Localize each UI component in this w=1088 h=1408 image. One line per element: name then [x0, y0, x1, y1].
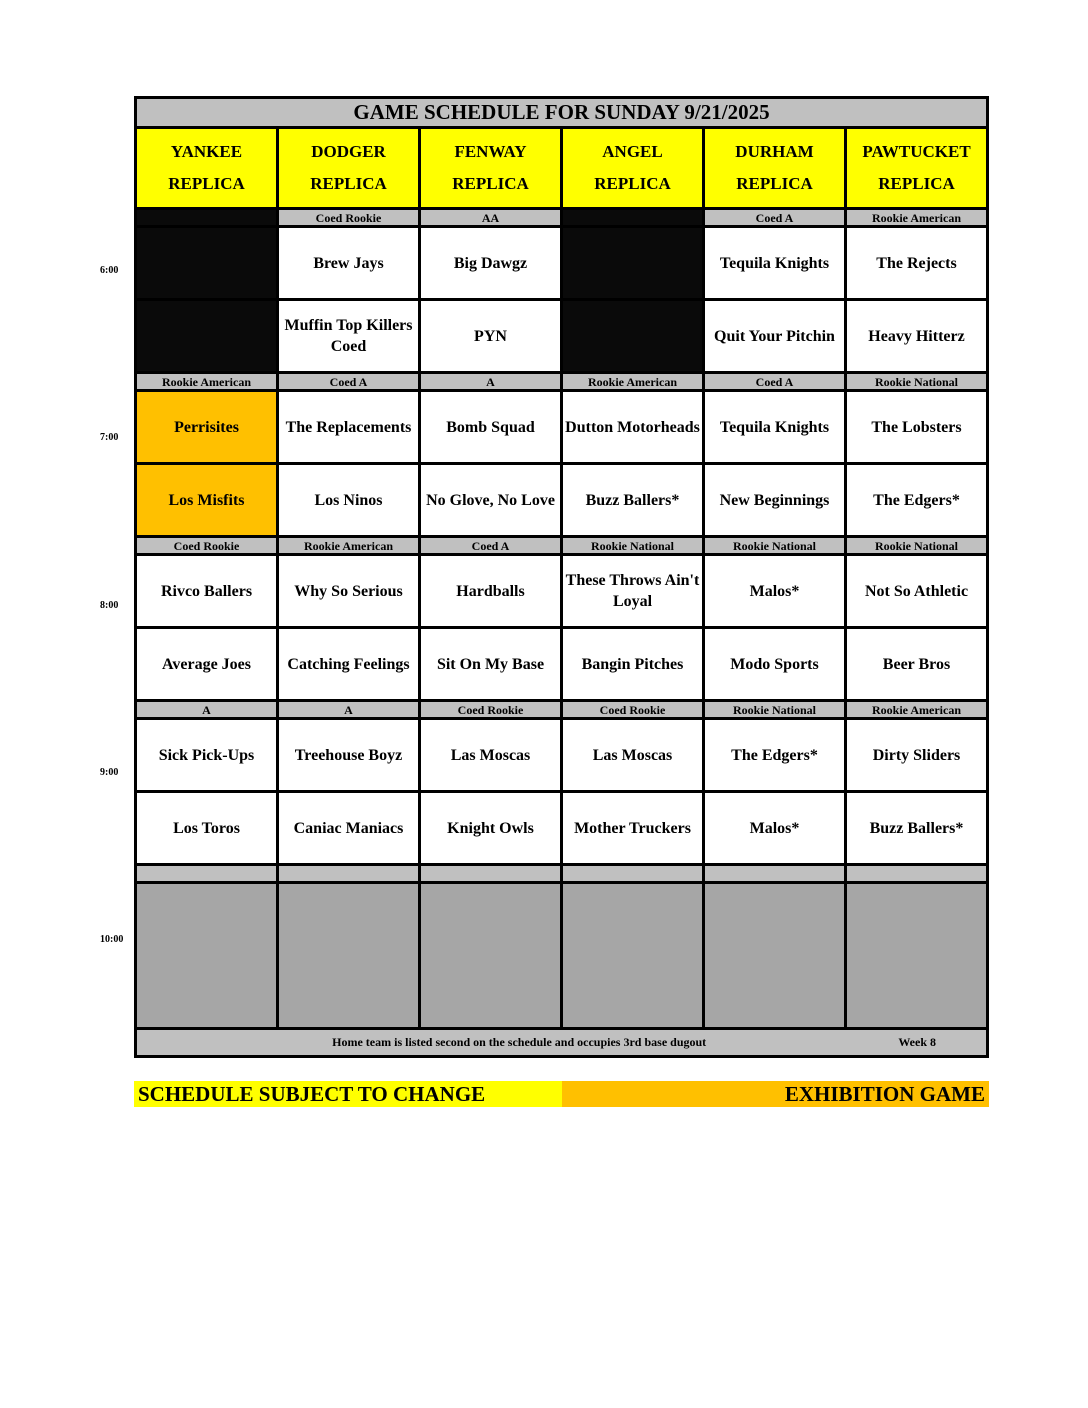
division-row [136, 701, 988, 719]
time-label-6pm: 6:00 [100, 265, 119, 276]
division-label: Coed Rookie [278, 209, 420, 227]
field-type: REPLICA [594, 174, 671, 193]
division-label: Rookie National [562, 537, 704, 555]
home-team-cell: Sit On My Base [420, 628, 562, 701]
away-team-cell [562, 227, 704, 300]
field-header-fenway [420, 128, 562, 209]
open-slot-cell [704, 883, 846, 1029]
away-team-row [136, 719, 988, 792]
home-team-cell: Knight Owls [420, 792, 562, 865]
division-label: AA [420, 209, 562, 227]
division-row-empty [136, 865, 988, 883]
away-team-cell: Las Moscas [562, 719, 704, 792]
footer-cell [136, 1029, 988, 1057]
division-label: Coed Rookie [420, 701, 562, 719]
division-label: Rookie National [704, 701, 846, 719]
division-label: Coed Rookie [562, 701, 704, 719]
home-team-cell [136, 300, 278, 373]
home-team-cell: No Glove, No Love [420, 464, 562, 537]
field-name: DODGER [311, 142, 386, 161]
time-label-10pm: 10:00 [100, 934, 124, 945]
away-team-cell: Dirty Sliders [846, 719, 988, 792]
field-type: REPLICA [878, 174, 955, 193]
away-team-cell: Sick Pick-Ups [136, 719, 278, 792]
away-team-cell: Las Moscas [420, 719, 562, 792]
division-label: Rookie National [846, 373, 988, 391]
away-team-cell: The Replacements [278, 391, 420, 464]
home-team-cell: Buzz Ballers* [846, 792, 988, 865]
home-team-cell: Malos* [704, 792, 846, 865]
home-team-cell: Heavy Hitterz [846, 300, 988, 373]
division-label: Rookie American [846, 701, 988, 719]
exhibition-game-legend: EXHIBITION GAME [562, 1081, 990, 1107]
away-team-cell: Treehouse Boyz [278, 719, 420, 792]
week-label: Week 8 [898, 1035, 936, 1049]
open-slot-cell [562, 883, 704, 1029]
field-type: REPLICA [310, 174, 387, 193]
home-team-cell: Caniac Maniacs [278, 792, 420, 865]
away-team-cell: Hardballs [420, 555, 562, 628]
away-team-cell: Not So Athletic [846, 555, 988, 628]
home-team-note: Home team is listed second on the schedule and occupies 3rd base dugout [332, 1035, 707, 1049]
field-type: REPLICA [452, 174, 529, 193]
away-team-cell: Brew Jays [278, 227, 420, 300]
time-label-8pm: 8:00 [100, 600, 119, 611]
division-label-empty [278, 865, 420, 883]
away-team-cell: Perrisites [136, 391, 278, 464]
schedule-grid [134, 96, 989, 1058]
division-label: Rookie American [562, 373, 704, 391]
home-team-cell: Catching Feelings [278, 628, 420, 701]
division-label-empty [562, 865, 704, 883]
division-label: Rookie American [278, 537, 420, 555]
home-team-cell: Modo Sports [704, 628, 846, 701]
field-type: REPLICA [736, 174, 813, 193]
away-team-cell: Bomb Squad [420, 391, 562, 464]
away-team-cell: The Edgers* [704, 719, 846, 792]
home-team-row [136, 792, 988, 865]
division-row [136, 537, 988, 555]
home-team-cell: Los Toros [136, 792, 278, 865]
field-header-yankee [136, 128, 278, 209]
field-type: REPLICA [168, 174, 245, 193]
field-header-angel [562, 128, 704, 209]
open-slot-cell [846, 883, 988, 1029]
home-team-cell: PYN [420, 300, 562, 373]
field-name: YANKEE [170, 142, 243, 161]
home-team-cell: Los Misfits [136, 464, 278, 537]
division-label-empty [704, 865, 846, 883]
away-team-cell: Tequila Knights [704, 391, 846, 464]
home-team-row [136, 464, 988, 537]
away-team-cell: Tequila Knights [704, 227, 846, 300]
open-slot-row [136, 883, 988, 1029]
away-team-cell: Why So Serious [278, 555, 420, 628]
away-team-cell: Rivco Ballers [136, 555, 278, 628]
home-team-cell: Buzz Ballers* [562, 464, 704, 537]
home-team-cell: New Beginnings [704, 464, 846, 537]
title-row [136, 98, 988, 128]
open-slot-cell [420, 883, 562, 1029]
home-team-cell [562, 300, 704, 373]
away-team-row [136, 555, 988, 628]
footer-row [136, 1029, 988, 1057]
division-label: Rookie National [704, 537, 846, 555]
open-slot-cell [136, 883, 278, 1029]
division-label [136, 209, 278, 227]
division-label: Coed A [278, 373, 420, 391]
schedule-sheet [134, 96, 989, 1058]
legend-bar [134, 1081, 989, 1107]
away-team-row [136, 391, 988, 464]
away-team-cell: Malos* [704, 555, 846, 628]
field-name: ANGEL [602, 142, 663, 161]
division-label: Coed Rookie [136, 537, 278, 555]
division-label: A [420, 373, 562, 391]
home-team-cell: Quit Your Pitchin [704, 300, 846, 373]
field-name: PAWTUCKET [862, 142, 971, 161]
division-label-empty [846, 865, 988, 883]
home-team-cell: The Edgers* [846, 464, 988, 537]
division-label-empty [136, 865, 278, 883]
open-slot-cell [278, 883, 420, 1029]
field-header-pawtucket [846, 128, 988, 209]
home-team-row [136, 300, 988, 373]
field-name: FENWAY [454, 142, 527, 161]
time-label-7pm: 7:00 [100, 432, 119, 443]
away-team-cell: Big Dawgz [420, 227, 562, 300]
home-team-cell: Los Ninos [278, 464, 420, 537]
away-team-cell: The Lobsters [846, 391, 988, 464]
schedule-subject-to-change-note: SCHEDULE SUBJECT TO CHANGE [134, 1081, 562, 1107]
division-label: Coed A [704, 373, 846, 391]
away-team-cell: These Throws Ain't Loyal [562, 555, 704, 628]
division-label: Rookie American [136, 373, 278, 391]
division-label-empty [420, 865, 562, 883]
field-name: DURHAM [735, 142, 814, 161]
division-row [136, 209, 988, 227]
division-label: Rookie National [846, 537, 988, 555]
division-label: Coed A [704, 209, 846, 227]
home-team-row [136, 628, 988, 701]
home-team-cell: Bangin Pitches [562, 628, 704, 701]
home-team-cell: Mother Truckers [562, 792, 704, 865]
division-label: Rookie American [846, 209, 988, 227]
away-team-cell: Dutton Motorheads [562, 391, 704, 464]
home-team-cell: Muffin Top Killers Coed [278, 300, 420, 373]
division-label: A [136, 701, 278, 719]
division-label: A [278, 701, 420, 719]
division-row [136, 373, 988, 391]
time-label-9pm: 9:00 [100, 767, 119, 778]
division-label [562, 209, 704, 227]
away-team-cell: The Rejects [846, 227, 988, 300]
away-team-row [136, 227, 988, 300]
schedule-title: GAME SCHEDULE FOR SUNDAY 9/21/2025 [136, 98, 988, 128]
division-label: Coed A [420, 537, 562, 555]
home-team-cell: Average Joes [136, 628, 278, 701]
away-team-cell [136, 227, 278, 300]
field-header-durham [704, 128, 846, 209]
home-team-cell: Beer Bros [846, 628, 988, 701]
field-header-dodger [278, 128, 420, 209]
field-header-row [136, 128, 988, 209]
